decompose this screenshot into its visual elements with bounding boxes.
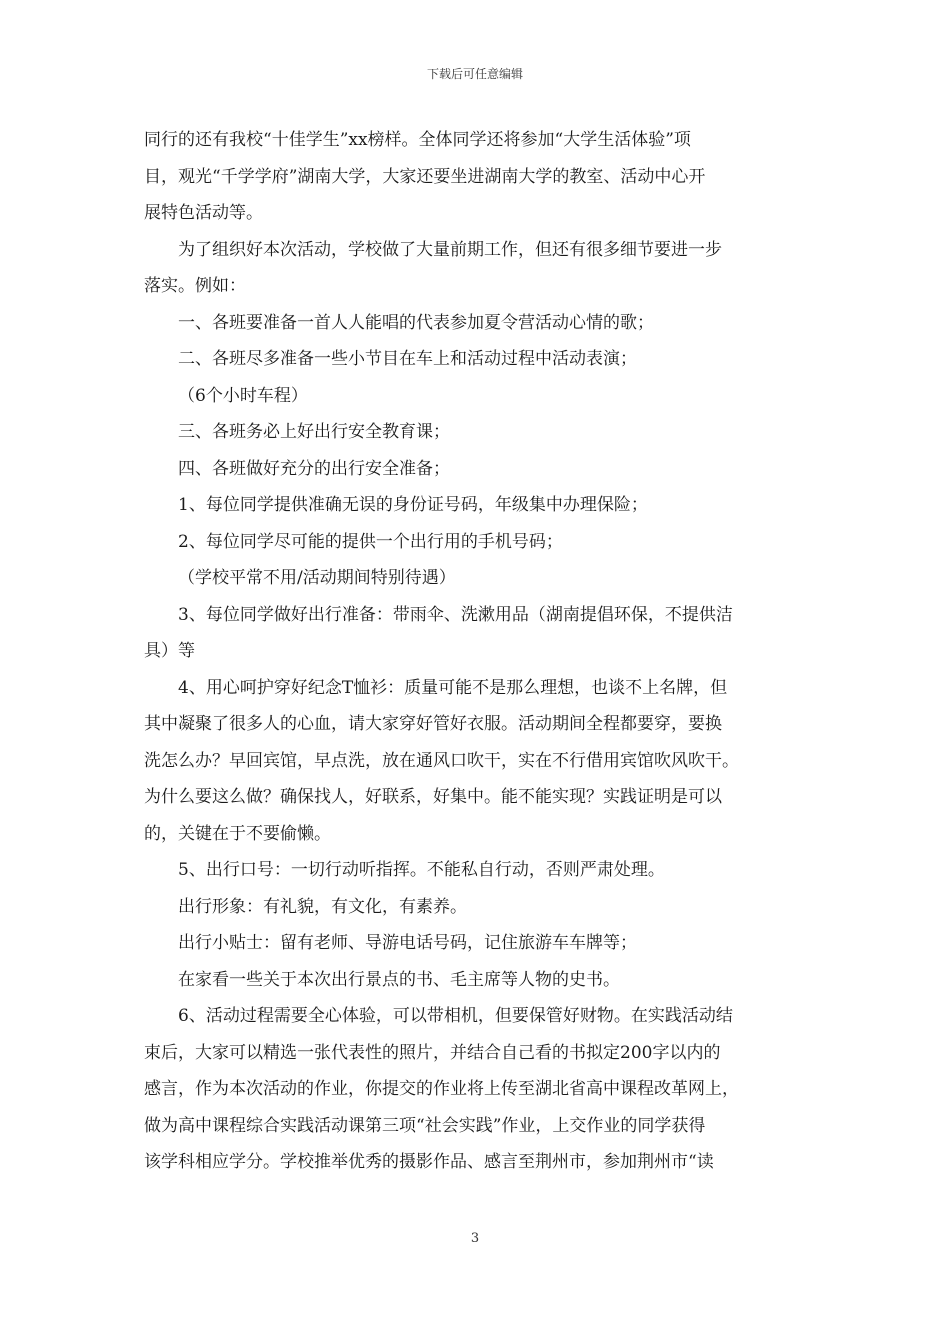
text-line: 展特色活动等。 [144, 203, 263, 223]
text-line: 二、各班尽多准备一些小节目在车上和活动过程中活动表演； [178, 349, 637, 369]
text-line: （学校平常不用/活动期间特别待遇） [178, 568, 456, 588]
text-line: 3、每位同学做好出行准备：带雨伞、洗漱用品（湖南提倡环保，不提供洁 [178, 604, 733, 625]
text-line: 同行的还有我校“十佳学生”xx榜样。全体同学还将参加“大学生活体验”项 [144, 130, 691, 150]
paragraph [144, 487, 809, 524]
text-line: 感言，作为本次活动的作业，你提交的作业将上传至湖北省高中课程改革网上， [144, 1079, 739, 1099]
text-line: 出行小贴士：留有老师、导游电话号码，记住旅游车车牌等； [178, 933, 637, 953]
text-line: 在家看一些关于本次出行景点的书、毛主席等人物的史书。 [178, 969, 620, 990]
text-line: 四、各班做好充分的出行安全准备； [178, 458, 450, 479]
text-line: 目，观光“千学学府”湖南大学，大家还要坐进湖南大学的教室、活动中心开 [144, 166, 706, 187]
paragraph [144, 962, 809, 999]
paragraph [144, 524, 809, 561]
text-line: 三、各班务必上好出行安全教育课； [178, 422, 450, 442]
paragraph [144, 889, 809, 926]
text-line: 为了组织好本次活动，学校做了大量前期工作，但还有很多细节要进一步 [178, 239, 722, 260]
paragraph [144, 670, 809, 853]
text-line: 洗怎么办？早回宾馆，早点洗，放在通风口吹干，实在不行借用宾馆吹风吹干。 [144, 750, 739, 771]
paragraph [144, 341, 809, 378]
paragraph [144, 852, 809, 889]
paragraph [144, 414, 809, 451]
text-line: 该学科相应学分。学校推举优秀的摄影作品、感言至荆州市，参加荆州市“读 [144, 1152, 714, 1172]
page-number: 3 [470, 1231, 480, 1246]
paragraph [144, 378, 809, 415]
text-line: 5、出行口号：一切行动听指挥。不能私自行动，否则严肃处理。 [178, 860, 665, 880]
text-line: 2、每位同学尽可能的提供一个出行用的手机号码； [178, 531, 563, 552]
document-body [144, 122, 809, 1181]
text-line: 出行形象：有礼貌，有文化，有素养。 [178, 896, 467, 917]
paragraph [144, 122, 809, 232]
text-line: 落实。例如： [144, 276, 246, 296]
paragraph [144, 305, 809, 342]
text-line: 一、各班要准备一首人人能唱的代表参加夏令营活动心情的歌； [178, 312, 654, 333]
text-line: 具）等 [144, 641, 195, 661]
page-header: 下载后可任意编辑 [426, 67, 523, 81]
text-line: 束后，大家可以精选一张代表性的照片，并结合自己看的书拟定200字以内的 [144, 1042, 721, 1063]
text-line: 的，关键在于不要偷懒。 [144, 823, 331, 844]
text-line: 4、用心呵护穿好纪念T恤衫：质量可能不是那么理想，也谈不上名牌，但 [178, 677, 728, 698]
text-line: 1、每位同学提供准确无误的身份证号码，年级集中办理保险； [178, 495, 648, 515]
paragraph [144, 232, 809, 305]
paragraph [144, 560, 809, 597]
text-line: （6个小时车程） [178, 385, 308, 406]
paragraph [144, 998, 809, 1181]
text-line: 6、活动过程需要全心体验，可以带相机，但要保管好财物。在实践活动结 [178, 1006, 733, 1026]
text-line: 做为高中课程综合实践活动课第三项“社会实践”作业，上交作业的同学获得 [144, 1115, 706, 1136]
text-line: 为什么要这么做？确保找人，好联系，好集中。能不能实现？实践证明是可以 [144, 787, 722, 807]
paragraph [144, 597, 809, 670]
paragraph [144, 451, 809, 488]
text-line: 其中凝聚了很多人的心血，请大家穿好管好衣服。活动期间全程都要穿，要换 [144, 714, 722, 734]
paragraph [144, 925, 809, 962]
